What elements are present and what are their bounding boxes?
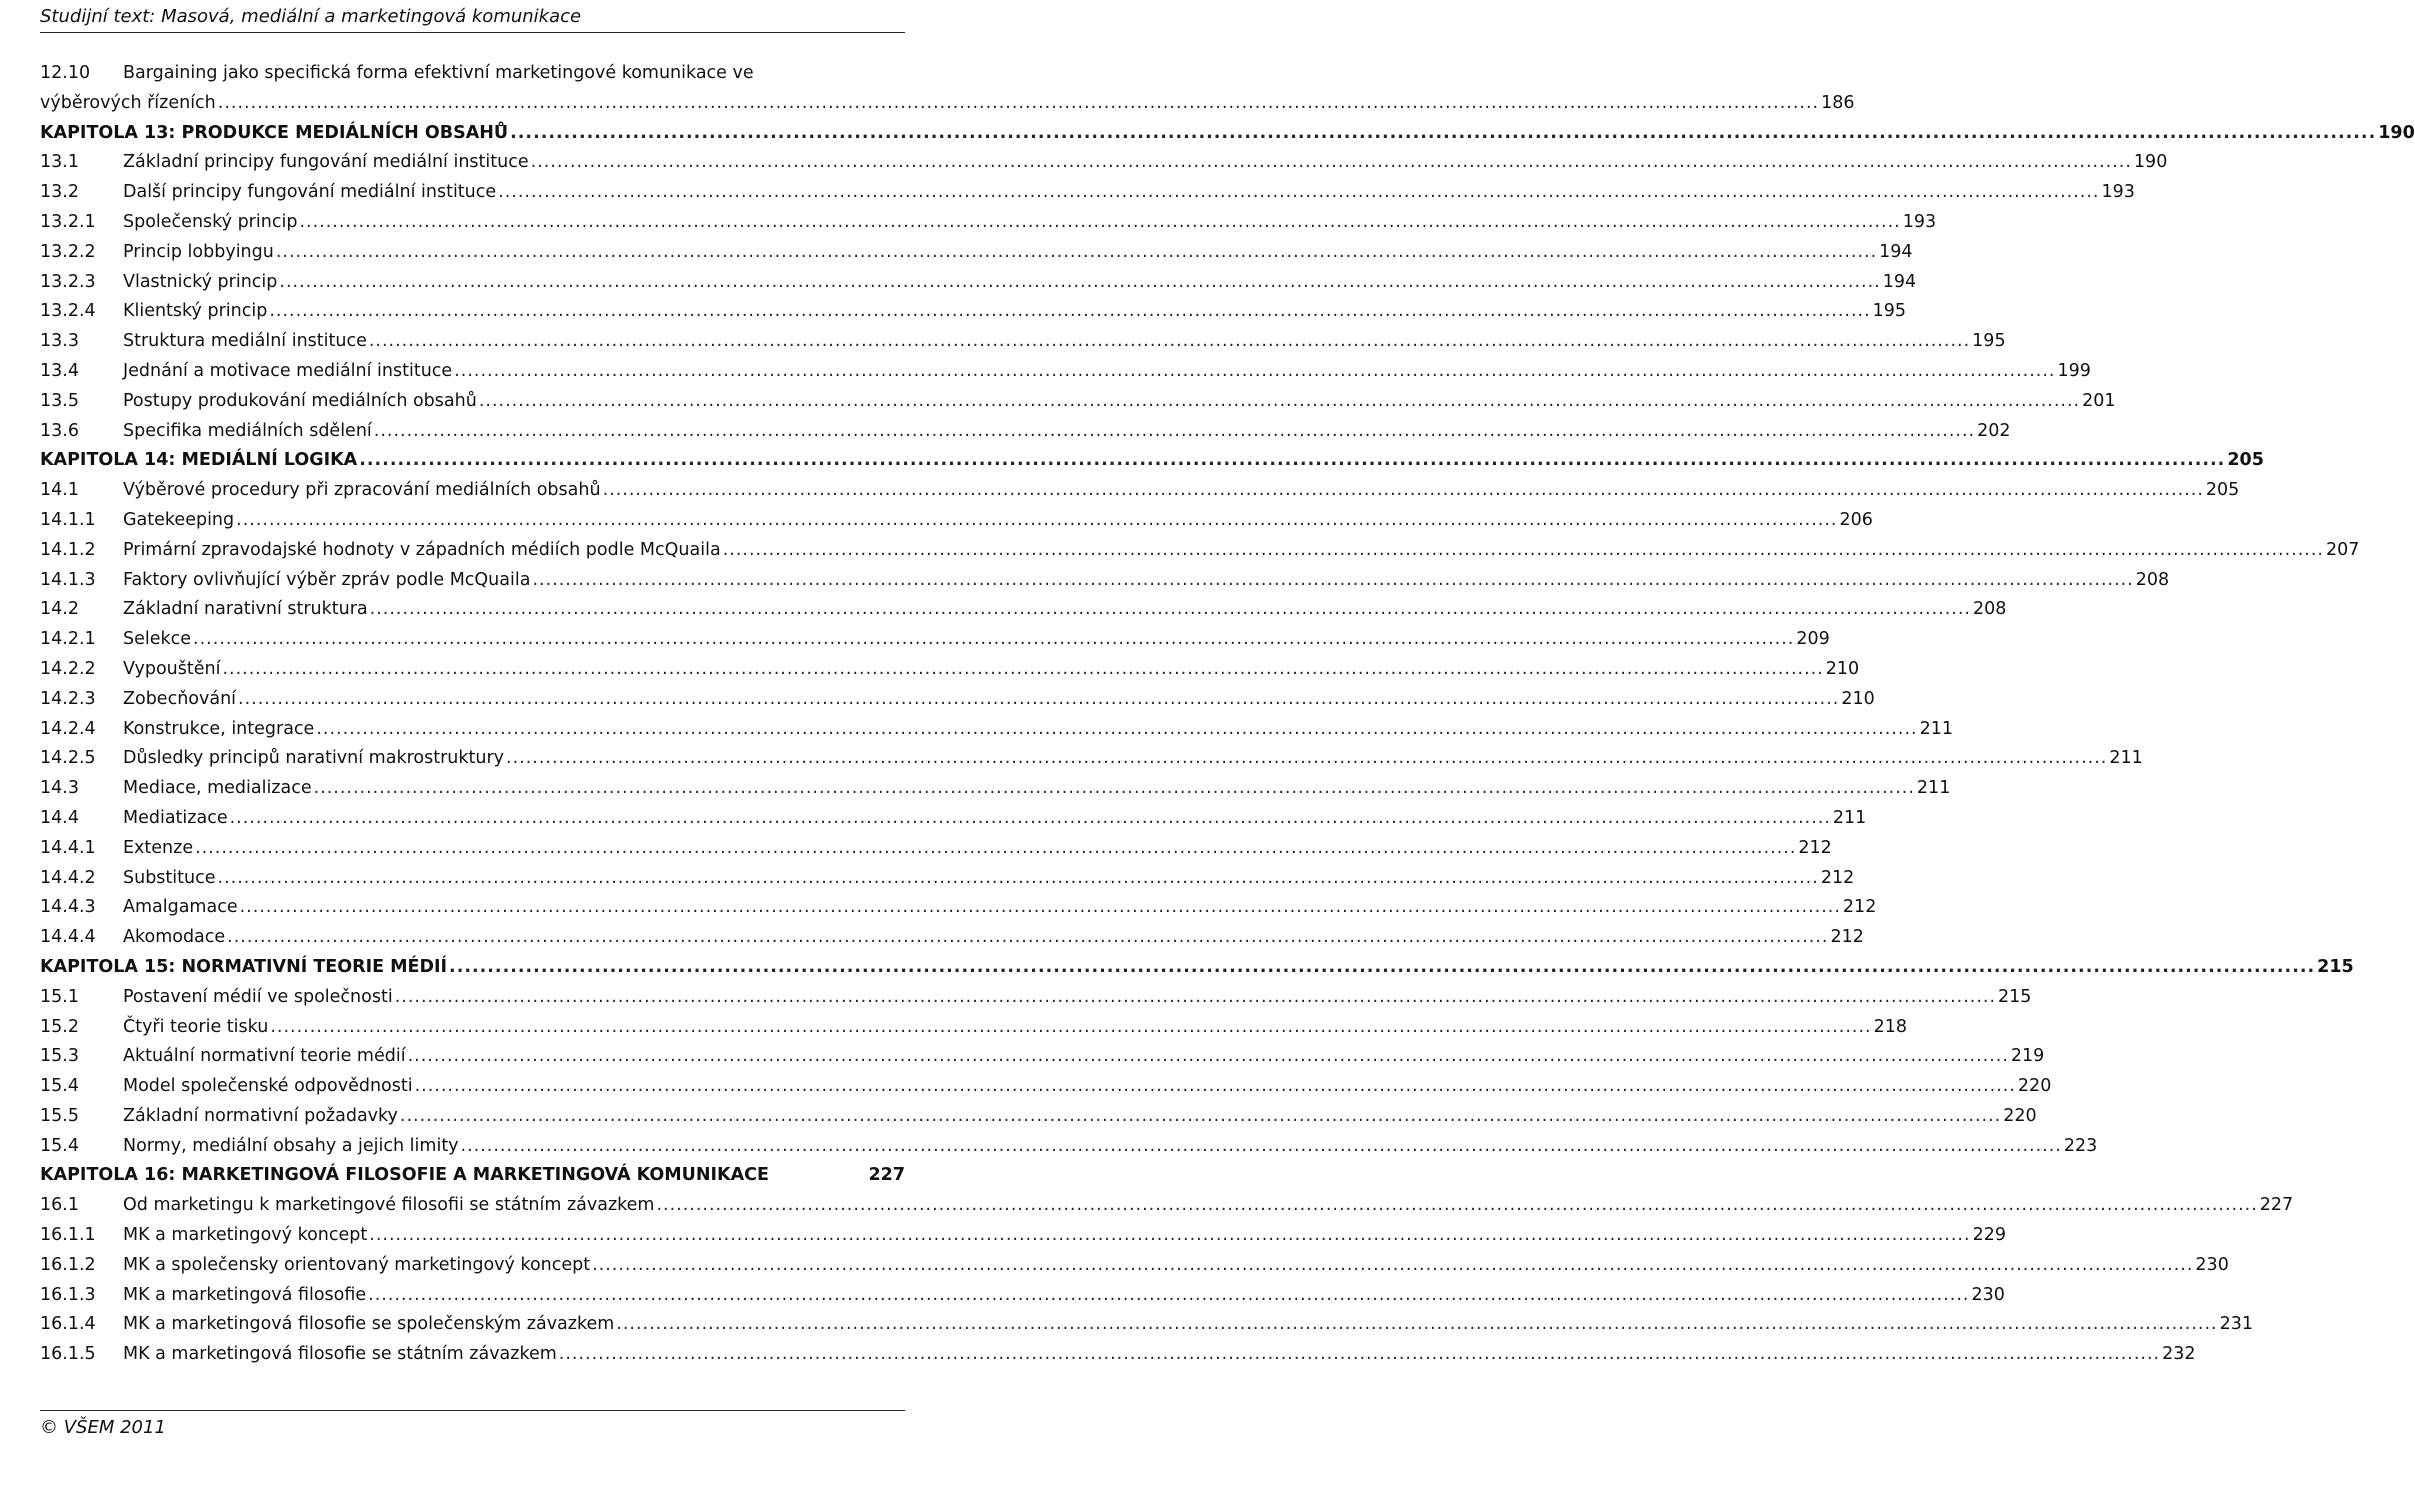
- toc-entry-title: Gatekeeping: [123, 509, 235, 530]
- toc-entry-page: 208: [2135, 569, 2170, 590]
- toc-entry[interactable]: [40, 926, 1864, 956]
- toc-entry-page: 220: [2017, 1076, 2052, 1097]
- toc-leader-dots: [498, 181, 2099, 203]
- toc-entry-title: Selekce: [123, 629, 192, 650]
- toc-entry[interactable]: [40, 420, 2011, 450]
- toc-entry-title: Čtyři teorie tisku: [123, 1016, 269, 1037]
- toc-entry[interactable]: [40, 1284, 2005, 1314]
- toc-entry-number: 15.4: [40, 1076, 79, 1097]
- toc-entry-title: Výběrové procedury při zpracování mediálních obsahů: [123, 480, 601, 501]
- toc-entry-number: 13.4: [40, 360, 79, 381]
- toc-entry-page: 202: [1977, 420, 2011, 441]
- toc-entry-title: Aktuální normativní teorie médií: [123, 1046, 406, 1067]
- toc-entry-number: 14.2.3: [40, 688, 96, 709]
- toc-entry-number: 13.5: [40, 390, 79, 411]
- toc-entry[interactable]: [40, 62, 1855, 122]
- toc-entry[interactable]: [40, 181, 2135, 211]
- toc-leader-dots: [195, 837, 1796, 859]
- toc-leader-dots: [359, 449, 2225, 471]
- toc-entry-number: 15.4: [40, 1135, 79, 1156]
- toc-entry-number: 14.2.5: [40, 748, 96, 769]
- toc-leader-dots: [276, 241, 1877, 263]
- toc-entry-number: 13.2.4: [40, 301, 96, 322]
- toc-entry[interactable]: [40, 509, 1873, 539]
- toc-leader-dots: [218, 92, 1819, 114]
- toc-leader-dots: [193, 628, 1794, 650]
- toc-entry-title: Extenze: [123, 837, 194, 858]
- toc-entry-title: Zobecňování: [123, 688, 237, 709]
- toc-entry-page: 206: [1839, 509, 1873, 530]
- toc-entry-number: 13.1: [40, 152, 79, 173]
- toc-entry[interactable]: [40, 1224, 2006, 1254]
- toc-entry[interactable]: [40, 807, 1867, 837]
- toc-entry-title: Mediatizace: [123, 807, 228, 828]
- toc-entry-page: 212: [1842, 897, 1877, 918]
- toc-entry-number: 13.6: [40, 420, 79, 441]
- toc-entry-page: 211: [1916, 778, 1951, 799]
- toc-leader-dots: [461, 1135, 2062, 1157]
- toc-entry-title: Jednání a motivace mediální instituce: [123, 360, 453, 381]
- toc-entry-page: 210: [1825, 658, 1860, 679]
- toc-entry-page: 190: [2133, 152, 2168, 173]
- toc-entry[interactable]: [40, 658, 1860, 688]
- toc-leader-dots: [415, 1075, 2016, 1097]
- toc-chapter-page: 205: [2227, 450, 2264, 471]
- toc-entry-page: 201: [2082, 390, 2116, 411]
- toc-entry-number: 16.1.1: [40, 1225, 96, 1246]
- toc-entry[interactable]: [40, 777, 1951, 807]
- toc-entry-title: Od marketingu k marketingové filosofii se státním závazkem: [123, 1195, 655, 1216]
- toc-entry[interactable]: [40, 837, 1832, 867]
- toc-entry-title: Postupy produkování mediálních obsahů: [123, 390, 477, 411]
- toc-entry[interactable]: [40, 241, 1913, 271]
- toc-leader-dots: [532, 569, 2133, 591]
- page-header: Studijní text: Masová, mediální a marketingová komunikace: [40, 6, 905, 33]
- toc-entry[interactable]: [40, 1343, 2196, 1373]
- toc-entry-title: Vlastnický princip: [123, 271, 278, 292]
- toc-leader-dots: [510, 122, 2376, 144]
- toc-entry-page: 193: [1902, 211, 1937, 232]
- toc-entry-title: Klientský princip: [123, 301, 268, 322]
- toc-entry-title: Základní principy fungování mediální instituce: [123, 152, 529, 173]
- toc-entry-page: 194: [1882, 271, 1917, 292]
- toc-entry-page: 211: [1919, 718, 1954, 739]
- toc-entry-page: 220: [2003, 1105, 2037, 1126]
- toc-entry-title: Základní narativní struktura: [123, 599, 368, 620]
- toc-leader-dots: [592, 1254, 2193, 1276]
- toc-entry[interactable]: [40, 271, 1917, 301]
- toc-entry[interactable]: [40, 1135, 2098, 1165]
- toc-entry-title: MK a společensky orientovaný marketingový koncept: [123, 1254, 591, 1275]
- toc-entry-page: 218: [1873, 1016, 1908, 1037]
- toc-entry[interactable]: [40, 718, 1954, 748]
- toc-entry-number: 14.1.2: [40, 539, 96, 560]
- toc-entry[interactable]: [40, 986, 2032, 1016]
- toc-entry-page: 199: [2057, 360, 2091, 381]
- toc-entry-number: 14.1.1: [40, 509, 96, 530]
- toc-leader-dots: [299, 211, 1900, 233]
- toc-chapter-title: KAPITOLA 14: MEDIÁLNÍ LOGIKA: [40, 450, 358, 471]
- toc-entry-page: 194: [1879, 241, 1913, 262]
- toc-entry-page: 229: [1972, 1225, 2006, 1246]
- toc-entry-number: 16.1.4: [40, 1314, 96, 1335]
- toc-entry-number: 14.4.3: [40, 897, 96, 918]
- toc-entry-page: 195: [1972, 331, 2006, 352]
- toc-chapter-entry[interactable]: [40, 122, 2415, 152]
- toc-entry-title: Další principy fungování mediální instituce: [123, 182, 497, 203]
- toc-entry-number: 12.10: [40, 63, 91, 83]
- toc-leader-dots: [400, 1105, 2001, 1127]
- toc-leader-dots: [454, 360, 2055, 382]
- toc-entry[interactable]: [40, 1016, 1908, 1046]
- toc-leader-dots: [370, 598, 1971, 620]
- toc-entry-page: 212: [1820, 867, 1855, 888]
- toc-entry-page: 223: [2063, 1135, 2098, 1156]
- toc-entry-title: Amalgamace: [123, 897, 238, 918]
- toc-entry-number: 15.3: [40, 1046, 79, 1067]
- toc-leader-dots: [238, 688, 1839, 710]
- toc-entry[interactable]: [40, 598, 2007, 628]
- toc-chapter-page: 215: [2317, 956, 2354, 977]
- toc-entry-page: 230: [2195, 1254, 2229, 1275]
- toc-entry-number: 14.2.4: [40, 718, 96, 739]
- toc-entry-title: Faktory ovlivňující výběr zpráv podle McQuaila: [123, 569, 531, 590]
- toc-entry[interactable]: [40, 479, 2240, 509]
- toc-leader-dots: [559, 1343, 2160, 1365]
- toc-leader-dots: [656, 1194, 2257, 1216]
- toc-entry[interactable]: [40, 211, 1937, 241]
- toc-entry-page: 205: [2205, 480, 2240, 501]
- toc-leader-dots: [368, 1284, 1969, 1306]
- toc-entry-number: 16.1.2: [40, 1254, 96, 1275]
- toc-entry-title: Konstrukce, integrace: [123, 718, 315, 739]
- toc-entry[interactable]: [40, 360, 2091, 390]
- toc-entry-title: Model společenské odpovědnosti: [123, 1076, 413, 1097]
- toc-entry-number: 14.4.4: [40, 927, 96, 948]
- toc-entry-number: 13.2: [40, 182, 79, 203]
- toc-entry-number: 16.1.3: [40, 1284, 96, 1305]
- toc-entry-page: 215: [1998, 986, 2032, 1007]
- toc-entry-title: Společenský princip: [123, 211, 298, 232]
- toc-entry-number: 15.5: [40, 1105, 79, 1126]
- toc-entry-number: 13.2.1: [40, 211, 96, 232]
- toc-entry-number: 16.1.5: [40, 1344, 96, 1365]
- toc-entry-number: 15.1: [40, 986, 79, 1007]
- toc-entry-title: Princip lobbyingu: [123, 241, 274, 262]
- toc-entry-number: 16.1: [40, 1195, 79, 1216]
- toc-entry-number: 14.3: [40, 778, 79, 799]
- toc-entry-page: 209: [1796, 629, 1830, 650]
- toc-leader-dots: [227, 926, 1828, 948]
- toc-entry[interactable]: [40, 1075, 2052, 1105]
- toc-entry-number: 14.4.1: [40, 837, 96, 858]
- toc-leader-dots: [506, 747, 2107, 769]
- toc-entry[interactable]: [40, 1254, 2229, 1284]
- toc-entry[interactable]: [40, 747, 2143, 777]
- toc-entry-title: Akomodace: [123, 927, 226, 948]
- toc-entry-number: 14.4: [40, 807, 79, 828]
- toc-leader-dots: [408, 1045, 2009, 1067]
- toc-entry[interactable]: [40, 569, 2170, 599]
- toc-leader-dots: [479, 390, 2080, 412]
- toc-leader-dots: [449, 956, 2315, 978]
- toc-entry[interactable]: [40, 867, 1855, 897]
- page-footer: © VŠEM 2011: [40, 1410, 905, 1438]
- toc-entry[interactable]: [40, 390, 2116, 420]
- toc-entry-title: Vypouštění: [123, 658, 221, 679]
- toc-entry-title: MK a marketingová filosofie: [123, 1284, 367, 1305]
- toc-entry-page: 193: [2101, 182, 2135, 203]
- toc-entry[interactable]: [40, 628, 1830, 658]
- toc-entry-number: 14.2: [40, 599, 79, 620]
- toc-entry[interactable]: [40, 1105, 2037, 1135]
- toc-leader-dots: [603, 479, 2204, 501]
- toc-leader-dots: [222, 658, 1823, 680]
- toc-leader-dots: [374, 420, 1975, 442]
- toc-chapter-entry[interactable]: [40, 1164, 905, 1194]
- toc-entry-title: MK a marketingová filosofie se společenským závazkem: [123, 1314, 615, 1335]
- toc-entry-page: 208: [1972, 599, 2007, 620]
- toc-entry-page: 219: [2010, 1046, 2045, 1067]
- toc-chapter-page: 227: [868, 1165, 905, 1186]
- toc-entry-number: 14.4.2: [40, 867, 96, 888]
- toc-entry-number: 14.2.1: [40, 629, 96, 650]
- toc-leader-dots: [369, 330, 1970, 352]
- toc-entry-number: 13.3: [40, 331, 79, 352]
- toc-entry[interactable]: [40, 1194, 2294, 1224]
- toc-chapter-entry[interactable]: [40, 449, 2264, 479]
- toc-entry-number: 13.2.2: [40, 241, 96, 262]
- toc-entry-title: Bargaining jako specifická forma efektivní marketingové komunikace ve: [123, 63, 754, 83]
- toc-leader-dots: [531, 151, 2132, 173]
- toc-entry-page: 231: [2219, 1314, 2254, 1335]
- toc-entry-title: MK a marketingový koncept: [123, 1225, 368, 1246]
- toc-entry-number: 14.2.2: [40, 658, 96, 679]
- toc-entry-number: 14.1.3: [40, 569, 96, 590]
- toc-entry-title: Struktura mediální instituce: [123, 331, 367, 352]
- toc-entry-page: 230: [1971, 1284, 2005, 1305]
- toc-entry-number: 13.2.3: [40, 271, 96, 292]
- toc-entry-page: 212: [1830, 927, 1864, 948]
- toc-leader-dots: [236, 509, 1837, 531]
- toc-chapter-entry[interactable]: [40, 956, 2354, 986]
- toc-leader-dots: [270, 1016, 1871, 1038]
- toc-entry[interactable]: [40, 330, 2006, 360]
- toc-chapter-page: 190: [2378, 122, 2415, 143]
- toc-leader-dots: [314, 777, 1915, 799]
- toc-entry[interactable]: [40, 151, 2168, 181]
- toc-entry-title: Mediace, medializace: [123, 778, 312, 799]
- toc-chapter-title: KAPITOLA 16: MARKETINGOVÁ FILOSOFIE A MARKETINGOVÁ KOMUNIKACE: [40, 1165, 769, 1186]
- table-of-contents: [40, 62, 2415, 1373]
- toc-entry-page: 212: [1798, 837, 1832, 858]
- toc-chapter-title: KAPITOLA 13: PRODUKCE MEDIÁLNÍCH OBSAHŮ: [40, 122, 509, 143]
- toc-leader-dots: [723, 539, 2324, 561]
- toc-entry-title: Základní normativní požadavky: [123, 1105, 398, 1126]
- toc-entry-page: 227: [2259, 1195, 2294, 1216]
- toc-leader-dots: [240, 896, 1841, 918]
- toc-entry[interactable]: [40, 300, 1907, 330]
- toc-leader-dots: [316, 718, 1917, 740]
- toc-entry-page: 211: [1832, 807, 1867, 828]
- toc-entry-page: 232: [2162, 1344, 2196, 1365]
- toc-entry-title: Specifika mediálních sdělení: [123, 420, 372, 441]
- toc-leader-dots: [230, 807, 1831, 829]
- toc-entry-page: 186: [1821, 92, 1855, 113]
- toc-chapter-title: KAPITOLA 15: NORMATIVNÍ TEORIE MÉDIÍ: [40, 956, 448, 977]
- toc-entry[interactable]: [40, 896, 1877, 926]
- toc-entry-title: Postavení médií ve společnosti: [123, 986, 393, 1007]
- toc-entry-number: 14.1: [40, 480, 79, 501]
- toc-entry[interactable]: [40, 1045, 2045, 1075]
- toc-entry-line: [40, 62, 905, 92]
- toc-entry-page: 195: [1872, 301, 1907, 322]
- toc-leader-dots: [616, 1313, 2217, 1335]
- toc-entry-page: 207: [2326, 539, 2360, 560]
- toc-entry-title-continued: výběrových řízeních: [40, 92, 216, 113]
- toc-entry[interactable]: [40, 1313, 2254, 1343]
- toc-leader-dots: [269, 300, 1870, 322]
- toc-leader-dots: [279, 271, 1880, 293]
- toc-leader-dots: [369, 1224, 1970, 1246]
- toc-entry[interactable]: [40, 688, 1875, 718]
- toc-entry-title: Primární zpravodajské hodnoty v západních médiích podle McQuaila: [123, 539, 721, 560]
- toc-entry-title: Substituce: [123, 867, 216, 888]
- toc-entry-title: Důsledky principů narativní makrostruktury: [123, 748, 505, 769]
- toc-entry-page: 211: [2109, 748, 2143, 769]
- toc-leader-dots: [218, 867, 1819, 889]
- toc-entry-title: Normy, mediální obsahy a jejich limity: [123, 1135, 459, 1156]
- toc-entry-number: 15.2: [40, 1016, 79, 1037]
- toc-entry-page: 210: [1841, 688, 1875, 709]
- toc-entry[interactable]: [40, 539, 2360, 569]
- toc-leader-dots: [395, 986, 1996, 1008]
- toc-entry-title: MK a marketingová filosofie se státním závazkem: [123, 1344, 557, 1365]
- toc-entry-line: [40, 92, 1855, 122]
